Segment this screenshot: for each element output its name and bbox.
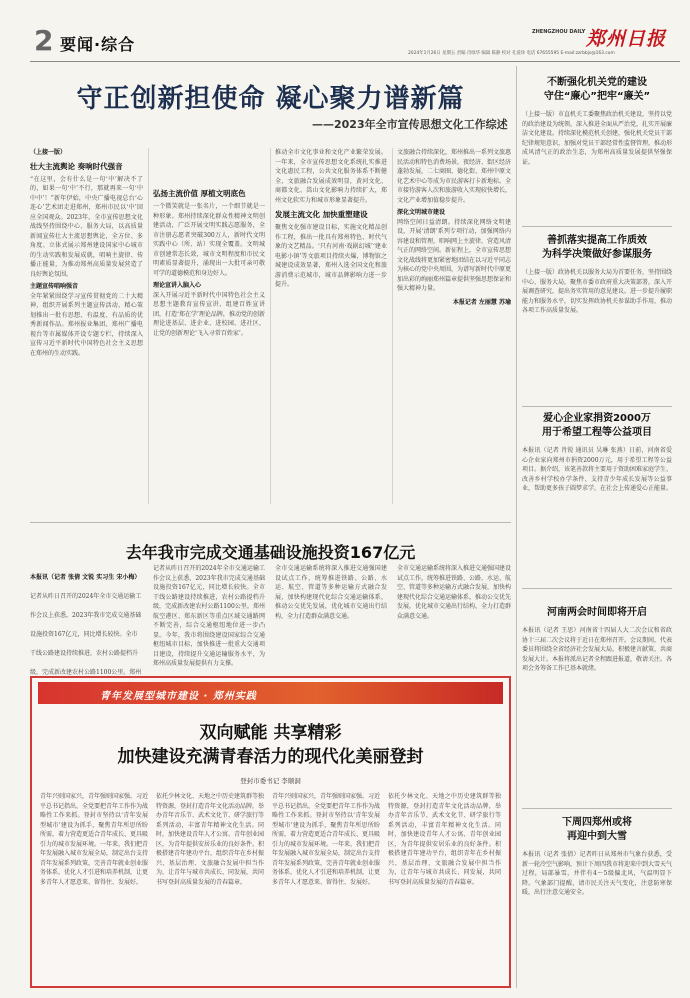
sidebar-story-3 [522, 412, 672, 584]
section-rule [30, 522, 511, 523]
youth-col-1: 青年兴则国家兴，青年强则国家强。习近平总书记指出，全党要把青年工作作为战略性工作来抓。登封市坚持以‘青年发展型城市’建设为抓手，聚焦青年所思所盼所需，着力营造更适合青年成长、更具吸引力的城市发展环境。一年来，我们把青年发展融入城市发展全局，制定出台支持青年发展系列政策，完善青年就业创业服务体系，优化人才引进和培养机制，让更多青年人才愿意来、留得住、发展好。 [40, 793, 149, 886]
lead-title: 守正创新担使命 凝心聚力谱新篇 [76, 84, 465, 114]
lead-col4-body: 文旅融合持续深化，郑州推出一系列文旅惠民活动和特色消费场景，夜经济、街区经济蓬勃发展，二七商圈、德化街、郑州中原文化艺术中心等成为市民游客打卡新地标。全市接待游客人次和旅游收入实现较快增长，文化产业增加值稳步提升。 [397, 149, 512, 204]
lead-col-2 [153, 148, 265, 504]
sidebar-rule [522, 588, 672, 589]
page-number: 2 [34, 24, 54, 57]
traffic-col-1 [30, 564, 143, 676]
s2-title-1: 善抓落实提高工作质效 [547, 235, 647, 246]
lead-col2-body: 一个微笑就是一张名片，一个细节就是一种形象。郑州持续深化群众性精神文明创建活动，广泛开展文明实践志愿服务，全市注册志愿者突破300万人，新时代文明实践中心（所、站）实现全覆盖。文明城市创建常态长效，城市文明程度和市民文明素质显著提升，涌现出一大批可亲可敬可学的道德模范和身边好人。 [153, 203, 265, 277]
lead-col3-heading: 发展主流文化 加快重塑建设 [275, 210, 368, 219]
lead-col1-body: “在这里，会有什么是一句‘中’解决不了的，如果一句‘中’不行，那就再来一句‘中中中’！”新年伊始，中央广播电视总台‘心连心’艺术团走进郑州，郑州市民以‘中’回应全国观众。2023年，全市宣传思想文化战线坚持围绕中心、服务大局，以高质量新闻宣传壮大主流思想舆论，全方位、多角度、立体式展示郑州建设国家中心城市的生动实践和发展成就，唱响主旋律、传播正能量，为推动郑州高质量发展营造了良好舆论氛围。 [30, 175, 143, 278]
traffic-body: 记者从昨日召开的2024年全市交通运输工作会议上获悉，2023年我市完成交通基础设施投资167亿元，同比增长较快。全市干线公路建设持续推进，农村公路提档升级，完成新改建农村公路1100公里。郑州 [30, 593, 142, 676]
lead-col1-heading: 壮大主流舆论 奏响时代强音 [30, 161, 123, 171]
lead-subtitle: ——2023年全市宣传思想文化工作综述 [312, 118, 508, 131]
sidebar-story-1 [522, 76, 672, 222]
lead-byline: 本报记者 左丽慧 苏瑜 [452, 298, 511, 306]
traffic-article [30, 526, 511, 674]
s1-body: （上接一版）市直机关工委聚焦政治机关建设，坚持以党的政治建设为统领，深入推进全面从严治党，扎实开展廉洁文化建设。持续深化模范机关创建，强化机关党员干部纪律规矩意识，加强对党员干部经常性监督管理，推动形成风清气正的政治生态，为郑州高质量发展提供坚强保证。 [522, 111, 673, 166]
s1-title-2: 守住“廉心”把牢“廉关” [543, 91, 651, 102]
sidebar-story-4 [522, 606, 672, 802]
lead-col3-body-2: 聚焦文化强市建设目标，实施文化精品创作工程，推出一批具有郑州特色、时代气象的文艺精品。‘只有河南·戏剧幻城’‘建业电影小镇’等文旅项目持续火爆，博物馆之城建设成效显著，郑州入选全国文化和旅游消费示范城市，城市品牌影响力进一步提升。 [275, 224, 387, 288]
s2-body: （上接一版）政协机关以服务大局为首要任务，坚持围绕中心、服务大局，聚焦市委市政府重大决策部署，深入开展调查研究，提出务实管用的意见建议。进一步提升履职能力和服务水平，切实发挥政协机关参谋助手作用，推动各项工作高质量发展。 [522, 269, 673, 314]
col-divider [270, 148, 271, 504]
s3-body: 本报讯（记者 肖锐 通讯员 吴琳 张燕）日前，河南省爱心企业家向郑州市捐资2000万元，用于希望工程等公益项目。据介绍，该笔善款将主要用于资助困难家庭学生、改善乡村学校办学条件、支持青少年成长发展等公益事业，帮助更多孩子圆梦求学，在社会上传递爱心正能量。 [522, 447, 673, 492]
lead-col2-body-2: 深入开展习近平新时代中国特色社会主义思想主题教育宣传宣讲，组建百姓宣讲团，打造‘郑在学’理论品牌，推动党的创新理论进基层、进企业、进校园、进社区，让党的创新理论‘飞入寻常百姓家’。 [153, 291, 265, 337]
traffic-title: 去年我市完成交通基础设施投资167亿元 [125, 543, 416, 562]
youth-col-2: 依托少林文化、天地之中历史建筑群等独特资源，登封打造青年文化活动品牌，举办青年音乐节、武术文化节、研学旅行等系列活动，丰富青年精神文化生活。同时，加快建设青年人才公寓、青年创业园区，为青年提供安居乐业的良好条件。积极搭建青年建功平台，组织青年在乡村振兴、基层治理、文旅融合发展中担当作为，让青年与城市共成长、同发展，共同书写登封高质量发展的青春篇章。 [156, 793, 265, 886]
lead-col2-heading: 弘扬主流价值 厚植文明底色 [153, 189, 246, 198]
s1-title-1: 不断强化机关党的建设 [547, 77, 647, 88]
sidebar-rule [522, 808, 672, 809]
paper-logo: 郑州日报 [586, 28, 667, 50]
masthead-rule [30, 61, 680, 62]
col-divider [392, 148, 393, 504]
sidebar-rule [522, 226, 672, 227]
traffic-col-4: 全市交通运输系统将深入推进交通强国建设试点工作，统筹推进铁路、公路、水运、航空、管道等多种运输方式融合发展，加快构建现代化综合交通运输体系，推动公交优先发展，优化城市交通出行结构，全力打造群众满意交通。 [397, 565, 512, 620]
lead-col1-body-2: 全年紧紧围绕学习宣传贯彻党的二十大精神，组织开展系列主题宣传活动，精心策划推出一批有思想、有温度、有品质的优秀新闻作品。郑州报业集团、郑州广播电视台等市属媒体开设专题专栏，持续深入宣传习近平新时代中国特色社会主义思想在郑州的生动实践。 [30, 292, 143, 357]
s5-body: 本报讯（记者 张倩）记者昨日从郑州市气象台获悉，受新一轮冷空气影响，预计下周四我市将迎来中到大雪天气过程，局部暴雪，并伴有4～5级偏北风，气温明显下降。气象部门提醒，请市民关注天气变化，注意防寒保暖，出行注意交通安全。 [522, 851, 673, 896]
s4-body: 本报讯（记者 王思）河南省十四届人大二次会议和省政协十三届二次会议将于近日在郑州召开。会议期间，代表委员将围绕全省经济社会发展大局，积极建言献策，共商发展大计。本报将派出记者全程跟进报道，敬请关注。各项会务筹备工作已基本就绪。 [522, 627, 673, 672]
lead-col3-body: 推动全市文化事业和文化产业繁荣发展。一年来，全市宣传思想文化系统扎实推进文化惠民工程，公共文化服务体系不断健全，文旅融合发展成效明显，黄河文化、商都文化、嵩山文化影响力持续扩大，郑州文化软实力和城市形象显著提升。 [275, 149, 387, 204]
issue-line: 2024年1月26日 星期五 责编 肖绿华 编辑 陈静 校对 孔爱珍 电话 67655595 E-mail:zzrbbjs@163.com [408, 51, 615, 56]
sidebar-divider [516, 66, 517, 988]
s5-title-2: 再迎中到大雪 [567, 831, 627, 842]
youth-col-3: 青年兴则国家兴，青年强则国家强。习近平总书记指出，全党要把青年工作作为战略性工作来抓。登封市坚持以‘青年发展型城市’建设为抓手，聚焦青年所思所盼所需，着力营造更适合青年成长、更具吸引力的城市发展环境。一年来，我们把青年发展融入城市发展全局，制定出台支持青年发展系列政策，完善青年就业创业服务体系，优化人才引进和培养机制，让更多青年人才愿意来、留得住、发展好。 [272, 793, 381, 886]
s3-title-2: 用于希望工程等公益项目 [542, 427, 652, 438]
section-title: 要闻·综合 [60, 35, 136, 54]
youth-col-4: 依托少林文化、天地之中历史建筑群等独特资源，登封打造青年文化活动品牌，举办青年音乐节、武术文化节、研学旅行等系列活动，丰富青年精神文化生活。同时，加快建设青年人才公寓、青年创业园区，为青年提供安居乐业的良好条件。积极搭建青年建功平台，组织青年在乡村振兴、基层治理、文旅融合发展中担当作为，让青年与城市共成长、同发展，共同书写登封高质量发展的青春篇章。 [388, 793, 501, 886]
lead-article [30, 64, 511, 516]
youth-banner [38, 682, 503, 704]
sidebar-story-5 [522, 816, 672, 984]
youth-title-1: 双向赋能 共享精彩 [199, 723, 342, 743]
traffic-col-3: 全市交通运输系统将深入推进交通强国建设试点工作，统筹推进铁路、公路、水运、航空、管道等多种运输方式融合发展，加快构建现代化综合交通运输体系，推动公交优先发展，优化城市交通出行结构，全力打造群众满意交通。 [275, 565, 387, 620]
youth-byline: 登封市委书记 李顺洞 [240, 777, 301, 785]
masthead [0, 0, 690, 66]
youth-title-2: 加快建设充满青春活力的现代化美丽登封 [117, 747, 424, 767]
lead-col2-heading-2: 理论宣讲入脑入心 [153, 282, 202, 289]
s5-title-1: 下周四郑州或将 [562, 817, 632, 828]
youth-banner-label: 青年发展型城市建设 · 郑州实践 [100, 691, 257, 702]
s4-title: 河南两会时间即将开启 [547, 607, 647, 618]
lead-col-4 [397, 148, 511, 504]
right-sidebar [522, 66, 672, 988]
lead-col-3 [275, 148, 387, 504]
traffic-col-2: 记者从昨日召开的2024年全市交通运输工作会议上获悉，2023年我市完成交通基础设施投资167亿元，同比增长较快。全市干线公路建设持续推进，农村公路提档升级，完成新改建农村公路1100公里。郑州航空港区、郑东新区等重点区域交通路网不断完善，综合交通枢纽地位进一步凸显。今年，我市将围绕建设国家综合交通枢纽城市目标，加快推进一批重大交通项目建设，持续提升交通运输服务水平，为郑州高质量发展提供有力支撑。 [153, 565, 265, 667]
lead-intro: （上接一版） [30, 149, 67, 156]
lead-col-1 [30, 148, 143, 504]
sidebar-rule [522, 406, 672, 407]
lead-col4-body-2: 网络空间日益清朗。持续深化网络文明建设，开展‘清朗’系列专项行动，加强网络内容建设和管理，唱响网上主旋律，营造风清气正的网络空间。新征程上，全市宣传思想文化战线将更加紧密地团结在以习近平同志为核心的党中央周围，为谱写新时代中原更加出彩的绚丽郑州篇章提供坚强思想保证和强大精神力量。 [397, 218, 512, 292]
s2-title-2: 为科学决策做好参谋服务 [542, 249, 652, 260]
lead-col1-heading-2: 主题宣传唱响强音 [30, 283, 79, 290]
sidebar-story-2 [522, 234, 672, 402]
lead-col4-heading: 深化文明城市建设 [397, 209, 446, 216]
col-divider [148, 148, 149, 504]
youth-feature-box [30, 676, 511, 988]
traffic-dateline: 本报讯（记者 张倩 文锐 实习生 宋小梅） [30, 574, 141, 581]
s3-title-1: 爱心企业家捐资2000万 [543, 413, 651, 424]
paper-name-en: ZHENGZHOU DAILY [532, 29, 586, 35]
